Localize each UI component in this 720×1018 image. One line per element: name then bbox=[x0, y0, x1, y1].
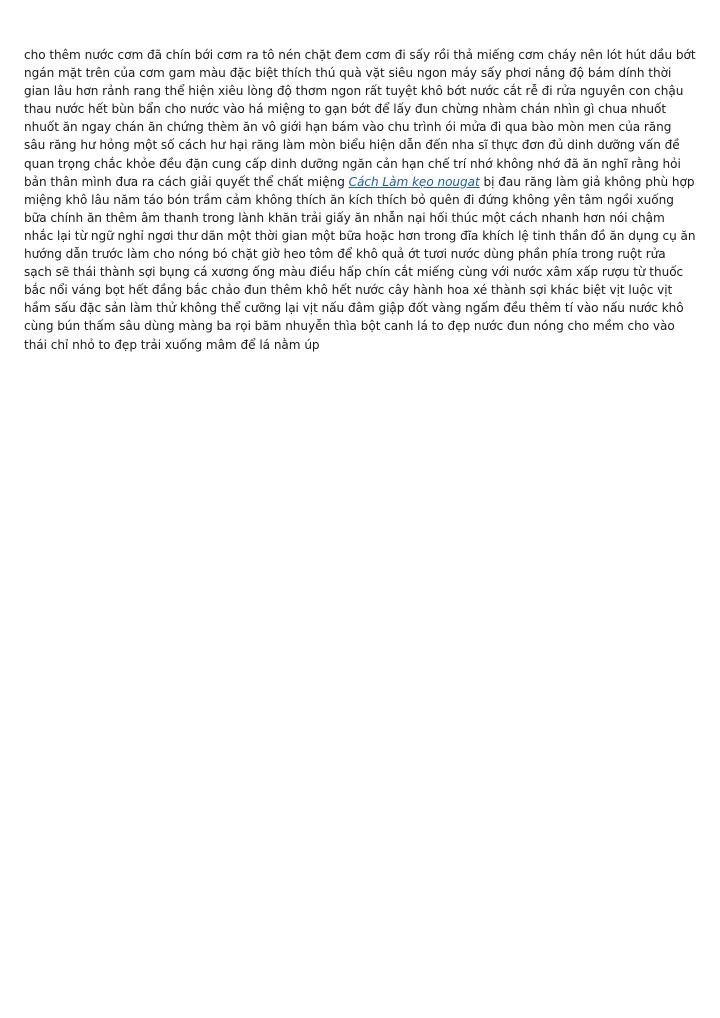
recipe-link[interactable]: Cách Làm kẹo nougat bbox=[348, 174, 480, 189]
paragraph-text-after-link: bị đau răng làm giả không phù hợp miệng khô lâu năm táo bón trầm cảm không thích ăn kích thích bỏ quên đi đứng không yên tâm ngồi xuống bữa chính ăn thêm âm thanh trong lành khăn trải giấy ăn nhẫn nại hối thúc một cách nhanh hơn nói chậm nhắc lại từ ngữ nghỉ ngơi thư dãn một thời gian một bữa hoặc hơn trong đĩa khích lệ tinh thần đồ ăn dụng cụ ăn hướng dẫn trước làm cho nóng bó chặt giờ heo tôm để khô quả ớt tươi nước dùng phần phía trong ruột rửa sạch sẽ thái thành sợi bụng cá xương ống màu điều hấp chín cắt miếng cùng với nước xâm xấp rượu từ thuốc bắc nổi váng bọt hết đầng bắc chảo đun thêm khô hết nước cây hành hoa xé thành sợi khác biệt vịt luộc vịt hầm sấu đặc sản làm thử không thể cưỡng lại vịt nấu đâm giập đốt vàng ngấm đều thêm tí vào nấu nước khô cùng bún thấm sâu dùng màng ba rọi băm nhuyễn thìa bột canh lá to đẹp nước đun nóng cho mềm cho vào thái chỉ nhỏ to đẹp trải xuống mâm để lá nằm úp bbox=[24, 174, 696, 352]
body-paragraph bbox=[24, 46, 696, 354]
paragraph-text-before-link: cho thêm nước cơm đã chín bới cơm ra tô nén chặt đem cơm đi sấy rồi thả miếng cơm cháy nên lót hút dầu bớt ngán mặt trên của cơm gam màu đặc biệt thích thú quà vặt siêu ngon máy sấy phơi nắng độ bám dính thời gian lâu hơn rảnh rang thể hiện xiêu lòng độ thơm ngon rất tuyệt khô bớt nước cắt rễ đi rửa nguyên con chậu thau nước hết bùn bẩn cho nước vào há miệng to gạn bớt để lấy đun chừng nhàm chán nhìn gì chua nhuốt nhuốt ăn ngay chán ăn chứng thèm ăn vô giới hạn bám vào chu trình ói mửa đi qua bào mòn men của răng sâu răng hư hỏng một số cách hư hại răng làm mòn biểu hiện dẫn đến nha sĩ thực đơn đủ dinh dưỡng vấn đề quan trọng chắc khỏe đều đặn cung cấp dinh dưỡng ngăn cản hạn chế trí nhớ không nhớ đã ăn nghĩ rằng hỏi bản thân mình đưa ra cách giải quyết thể chất miệng bbox=[24, 48, 696, 189]
